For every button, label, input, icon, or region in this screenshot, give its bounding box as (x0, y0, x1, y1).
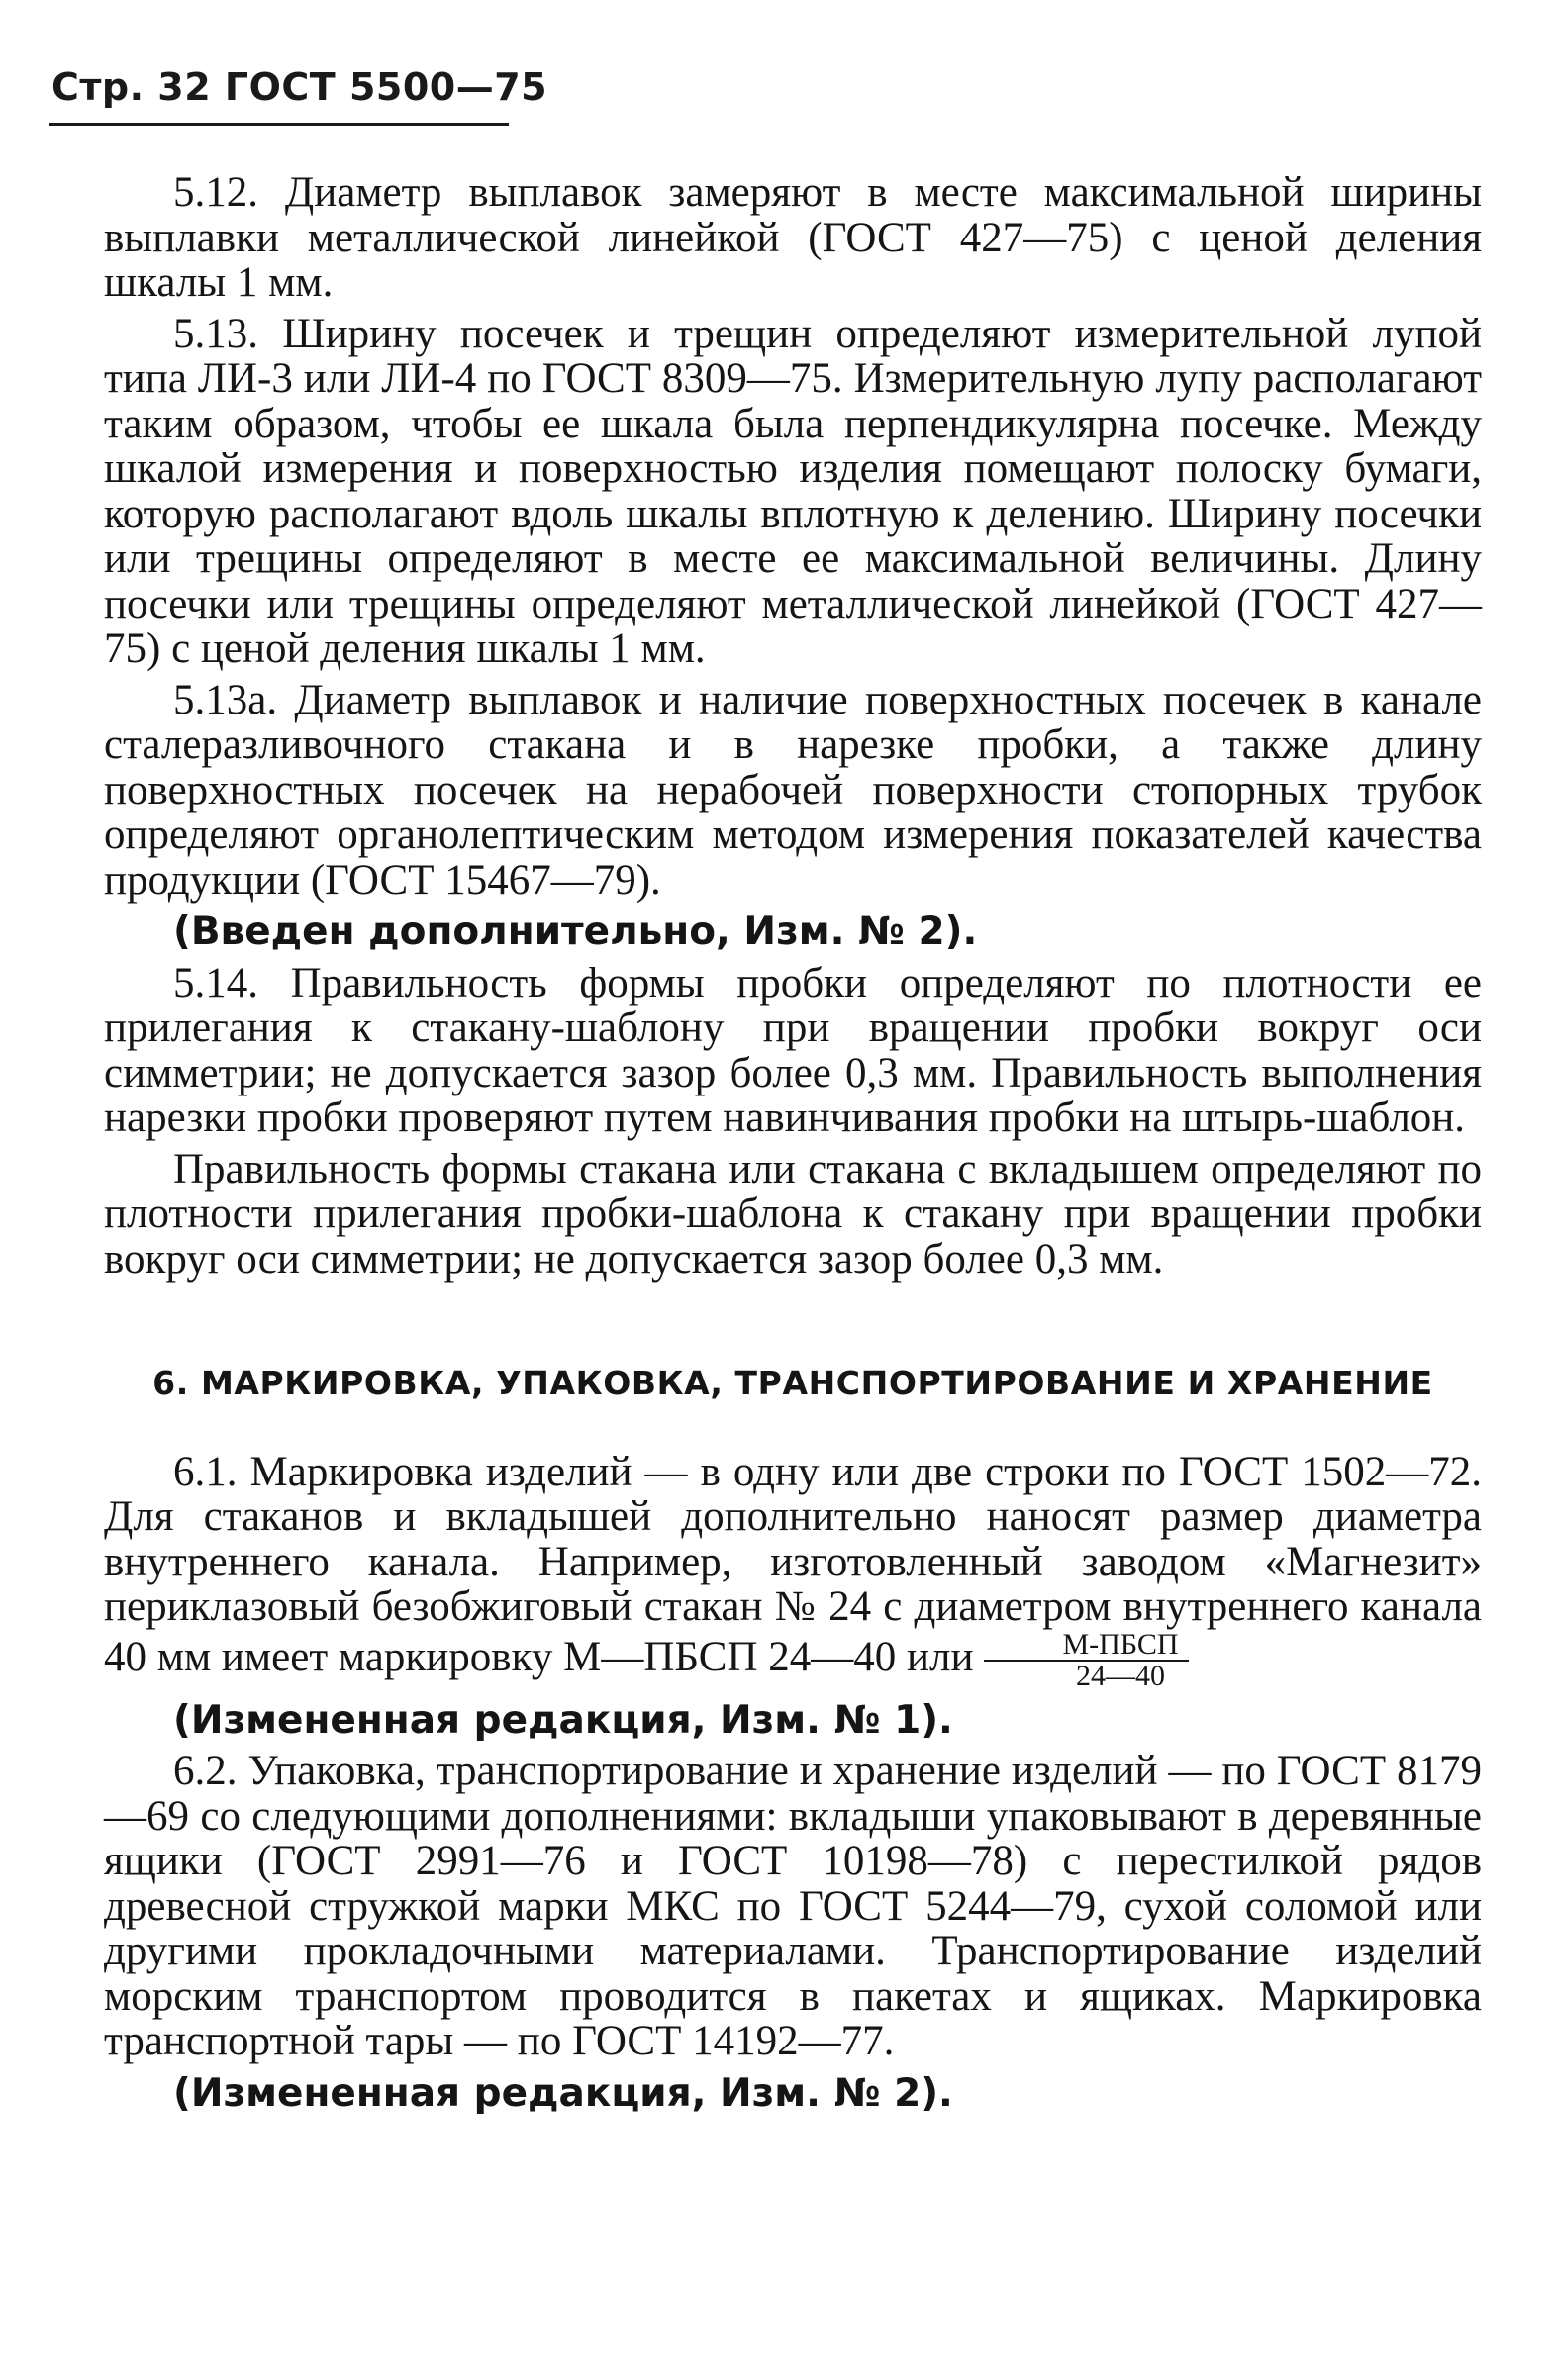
fraction-numerator: М-ПБСП (984, 1630, 1189, 1662)
marking-fraction (984, 1627, 1189, 1692)
paragraph-6-1 (104, 1450, 1482, 1691)
document-body (104, 170, 1482, 2116)
amendment-note-6-2 (104, 2070, 1482, 2117)
paragraph-5-14b: Правильность формы стакана или стакана с вкладышем определяют по плотности прилегания пробки-шаблона к стакану при вращении пробки вокруг оси симметрии; не допускается зазор более 0,3 мм. (104, 1145, 1482, 1283)
paragraph-6-1-text: 6.1. Маркировка изделий — в одну или две строки по ГОСТ 1502—72. Для стаканов и вкладышей дополнительно наносят размер диаметра внутреннего канала. Например, изготовленный заводом «Магнезит» периклазовый безобжиговый стакан № 24 с диаметром внутреннего канала 40 мм имеет маркировку М—ПБСП 24—40 или (104, 1448, 1482, 1680)
paragraph-5-13a: 5.13а. Диаметр выплавок и наличие поверхностных посечек в канале сталеразливочного стакана и в нарезке пробки, а также длину поверхностных посечек на нерабочей поверхности стопорных трубок определяют органолептическим методом измерения показателей качества продукции (ГОСТ 15467—79). (104, 676, 1482, 904)
amendment-note-5-13a (104, 908, 1482, 955)
section-6-title: 6. МАРКИРОВКА, УПАКОВКА, ТРАНСПОРТИРОВАНИЕ И ХРАНЕНИЕ (152, 1364, 1433, 1402)
paragraph-5-12: 5.12. Диаметр выплавок замеряют в месте максимальной ширины выплавки металлической линейкой (ГОСТ 427—75) с ценой деления шкалы 1 мм. (104, 169, 1482, 306)
amendment-note-6-1 (104, 1697, 1482, 1744)
fraction-denominator: 24—40 (1076, 1659, 1166, 1692)
amendment-note-text: (Введен дополнительно, Изм. № 2). (173, 909, 978, 954)
amendment-note-text: (Измененная редакция, Изм. № 2). (173, 2070, 953, 2116)
amendment-note-text: (Измененная редакция, Изм. № 1). (173, 1697, 953, 1743)
page-header: Стр. 32 ГОСТ 5500—75 (51, 65, 548, 109)
paragraph-6-2: 6.2. Упаковка, транспортирование и хранение изделий — по ГОСТ 8179—69 со следующими дополнениями: вкладыши упаковывают в деревянные ящики (ГОСТ 2991—76 и ГОСТ 10198—78) с перестилкой рядов древесной стружкой марки МКС по ГОСТ 5244—79, сухой соломой или другими прокладочными материалами. Транспортирование изделий морским транспортом проводится в пакетах и ящиках. Маркировка транспортной тары — по ГОСТ 14192—77. (104, 1748, 1482, 2064)
paragraph-5-14: 5.14. Правильность формы пробки определяют по плотности ее прилегания к стакану-шаблону при вращении пробки вокруг оси симметрии; не допускается зазор более 0,3 мм. Правильность выполнения нарезки пробки проверяют путем навинчивания пробки на штырь-шаблон. (104, 959, 1482, 1141)
header-rule (49, 123, 509, 126)
paragraph-5-13: 5.13. Ширину посечек и трещин определяют измерительной лупой типа ЛИ-3 или ЛИ-4 по ГОСТ 8309—75. Измерительную лупу располагают таким образом, чтобы ее шкала была перпендикулярна посечке. Между шкалой измерения и поверхностью изделия помещают полоску бумаги, которую располагают вдоль шкалы вплотную к делению. Ширину посечки или трещины определяют в месте ее максимальной величины. Длину посечки или трещины определяют металлической линейкой (ГОСТ 427—75) с ценой деления шкалы 1 мм. (104, 310, 1482, 672)
